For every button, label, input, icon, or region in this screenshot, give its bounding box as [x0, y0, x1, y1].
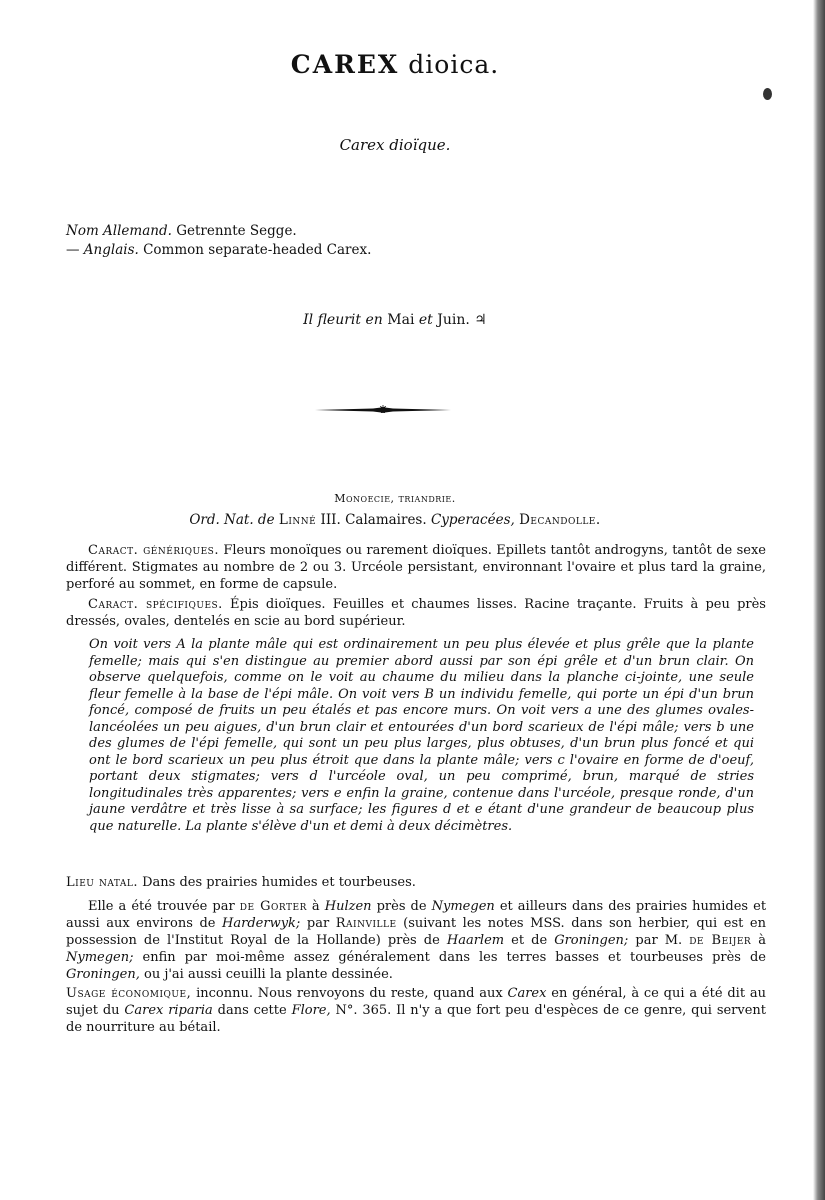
english-label: Anglais. [83, 242, 139, 258]
ordnat-decandolle: Decandolle. [519, 512, 601, 528]
title-genus: CAREX [290, 50, 400, 79]
classification: Monoecie, triandrie. [334, 492, 456, 505]
generic-text: Fleurs monoïques ou rarement dioïques. Epillets tantôt androgyns, tantôt de sexe différent. Stigmates au nombre de 2 ou 3. Urcéole persistant, environnant l'ovaire et plus tard la graine, perforé au sommet, en forme de capsule. [66, 543, 766, 592]
loc-nymegen: Nymegen [431, 899, 495, 914]
figure-description: On voit vers A la plante mâle qui est ordinairement un peu plus élevée et plus grêle que la plante femelle; mais qui s'en distingue au premier abord aussi par son épi grêle et d'un brun clair. On observe quelquefois, comme on le voit au chaume du milieu dans la planche ci-jointe, une seule fleur femelle à la base de l'épi mâle. On voit vers B un individu femelle, qui porte un épi d'un brun foncé, composé de fruits un peu étalés et pas encore murs. On voit vers a une des glumes ovales-lancéolées un peu aigues, d'un brun clair et entourées d'un bord scarieux de l'épi mâle; vers b une des glumes de l'épi femelle, qui sont un peu plus larges, plus obtuses, d'un brun plus foncé et qui ont le bord scarieux un peu plus étroit que dans la plante mâle; vers c l'ovaire en forme de d'oeuf, portant deux stigmates; vers d l'urcéole oval, un peu comprimé, brun, marqué de stries longitudinales très apparentes; vers e enfin la graine, contenue dans l'urcéole, presque ronde, d'un jaune verdâtre et très lisse à sa surface; les figures d et e étant d'une grandeur de beaucoup plus que naturelle. La plante s'élève d'un et demi à deux décimètres. [89, 637, 754, 834]
loc-gorter: de Gorter [239, 899, 307, 914]
french-name: Carex dioïque. [339, 136, 451, 154]
ordnat-cyper: Cyperacées, [430, 512, 515, 528]
usage-carex: Carex [507, 986, 547, 1001]
specific-label: Caract. spécifiques. [88, 597, 223, 612]
ink-speck [763, 88, 772, 100]
specific-text: Épis dioïques. Feuilles et chaumes lisses. Racine traçante. Fruits à peu près dressés, ovales, dentelés en scie au bord supérieur. [66, 597, 766, 629]
loc-groningen: Groningen, [66, 967, 140, 982]
usage-riparia: Carex riparia [124, 1003, 213, 1018]
loc-text: (suivant les notes MSS. dans son herbier, qui est en possession de l'Institut Royal de la Hollande) près de [66, 916, 766, 948]
page-title [0, 50, 790, 79]
economic-use [66, 985, 766, 1036]
usage-text: en général, à ce qui a été dit au sujet du [66, 986, 766, 1018]
flowering-part2: en [365, 312, 383, 328]
natural-order-line [0, 512, 790, 528]
usage-label: Usage économique, [66, 986, 192, 1001]
loc-harderwyk: Harderwyk; [222, 916, 301, 931]
flowering-part5: Juin. [437, 312, 470, 328]
usage-text: dans cette [217, 1003, 287, 1018]
usage-flore: Flore, [291, 1003, 331, 1018]
flowering-line [0, 312, 790, 328]
svg-text:*: * [379, 404, 387, 417]
localities-paragraph [66, 898, 766, 983]
german-value: Getrennte Segge. [176, 223, 297, 239]
habitat-label: Lieu natal. [66, 875, 138, 890]
loc-text: à [311, 899, 320, 914]
loc-text: enfin par moi-même assez généralement dans les terres basses et tourbeuses près de [142, 950, 766, 965]
title-species: dioica. [408, 50, 500, 79]
ordnat-middle: III. Calamaires. [320, 512, 427, 528]
ordnat-linne: Linné [278, 512, 317, 528]
usage-text: inconnu. Nous renvoyons du reste, quand aux [196, 986, 503, 1001]
native-habitat [66, 874, 766, 891]
flowering-part4: et [418, 312, 433, 328]
loc-text: Elle a été trouvée par [88, 899, 235, 914]
flowering-part3: Mai [387, 312, 415, 328]
loc-text: près de [376, 899, 427, 914]
loc-beijer: de Beijer [689, 933, 752, 948]
loc-text: à [758, 933, 767, 948]
perennial-symbol-icon: ♃ [474, 312, 487, 328]
usage-text: N°. 365. Il n'y a que fort peu d'espèces de ce genre, qui servent de nourriture au bétail. [66, 1003, 767, 1035]
loc-text: et de [511, 933, 548, 948]
ornament-divider [313, 403, 453, 417]
common-names [66, 222, 371, 260]
loc-rainville: Rainville [335, 916, 397, 931]
specific-characters [66, 596, 766, 630]
english-value: Common separate-headed Carex. [143, 242, 372, 258]
page-edge-shadow [813, 0, 825, 1200]
loc-text: par [306, 916, 330, 931]
flowering-part1: Il fleurit [303, 312, 362, 328]
german-name-line [66, 222, 371, 241]
generic-label: Caract. génériques. [88, 543, 219, 558]
ordnat-prefix: Ord. Nat. de [189, 512, 275, 528]
generic-characters [66, 542, 766, 593]
loc-text: par M. [635, 933, 683, 948]
habitat-text: Dans des prairies humides et tourbeuses. [142, 875, 416, 890]
loc-nymegen: Nymegen; [66, 950, 134, 965]
loc-groningen: Groningen; [554, 933, 629, 948]
english-dash: — [66, 242, 80, 258]
german-label: Nom Allemand. [66, 223, 172, 239]
loc-text: ou j'ai aussi ceuilli la plante dessinée. [144, 967, 393, 982]
english-name-line [66, 241, 371, 260]
loc-text: et ailleurs dans des prairies humides et aussi aux environs de [66, 899, 767, 931]
loc-hulzen: Hulzen [324, 899, 372, 914]
loc-haarlem: Haarlem [446, 933, 505, 948]
